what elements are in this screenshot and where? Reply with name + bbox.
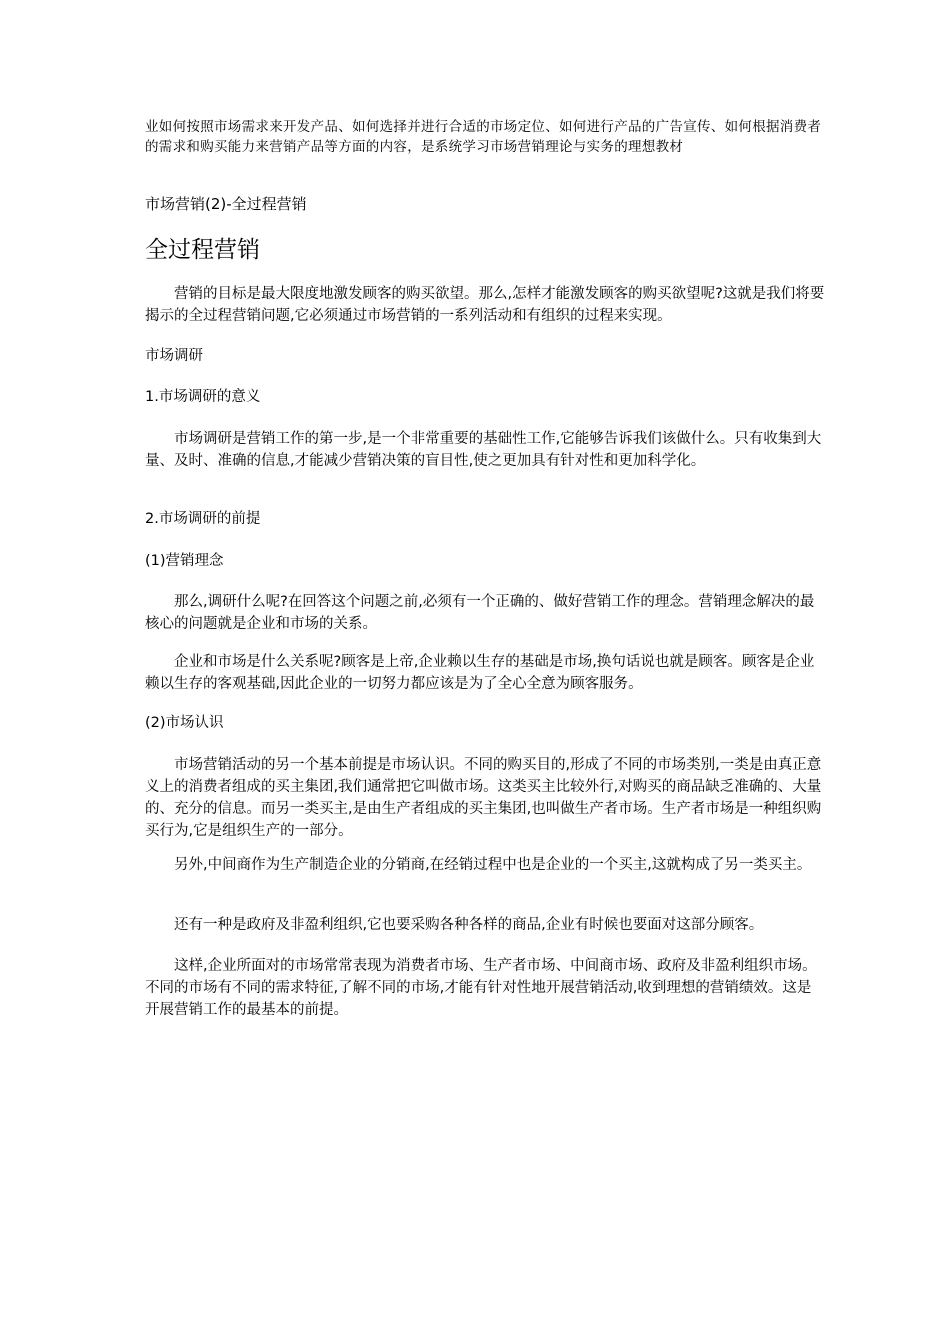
section-research-meaning: 1.市场调研的意义 (145, 389, 261, 405)
paragraph-intermediaries: 另外,中间商作为生产制造企业的分销商,在经销过程中也是企业的一个买主,这就构成了另一类买主。 (174, 857, 812, 873)
paragraph-marketing-concept: 那么,调研什么呢?在回答这个问题之前,必须有一个正确的、做好营销工作的理念。营销理念解决的最核心的问题就是企业和市场的关系。 (145, 594, 815, 632)
section-market-understanding: (2)市场认识 (145, 715, 224, 731)
paragraph-enterprise-market: 企业和市场是什么关系呢?顾客是上帝,企业赖以生存的基础是市场,换句话说也就是顾客。顾客是企业赖以生存的客观基础,因此企业的一切努力都应该是为了全心全意为顾客服务。 (145, 654, 815, 692)
paragraph-research-meaning: 市场调研是营销工作的第一步,是一个非常重要的基础性工作,它能够告诉我们该做什么。只有收集到大量、及时、准确的信息,才能减少营销决策的盲目性,使之更加具有针对性和更加科学化。 (145, 431, 822, 469)
paragraph-market-understanding: 市场营销活动的另一个基本前提是市场认识。不同的购买目的,形成了不同的市场类别,一类是由真正意义上的消费者组成的买主集团,我们通常把它叫做市场。这类买主比较外行,对购买的商品缺乏准确的、大量的、充分的信息。而另一类买主,是由生产者组成的买主集团,也叫做生产者市场。生产者市场是一种组织购买行为,它是组织生产的一部分。 (145, 757, 822, 839)
paragraph-government: 还有一种是政府及非盈利组织,它也要采购各种各样的商品,企业有时候也要面对这部分顾客。 (174, 917, 764, 933)
paragraph-goal: 营销的目标是最大限度地激发顾客的购买欲望。那么,怎样才能激发顾客的购买欲望呢?这就是我们将要揭示的全过程营销问题,它必须通过市场营销的一系列活动和有组织的过程来实现。 (145, 286, 825, 324)
intro-paragraph: 业如何按照市场需求来开发产品、如何选择并进行合适的市场定位、如何进行产品的广告宣传、如何根据消费者的需求和购买能力来营销产品等方面的内容，是系统学习市场营销理论与实务的理想教材 (145, 119, 822, 155)
section-research-premise: 2.市场调研的前提 (145, 511, 261, 527)
section-marketing-concept: (1)营销理念 (145, 553, 224, 569)
article-subtitle: 市场营销(2)-全过程营销 (145, 195, 307, 213)
paragraph-market-types: 这样,企业所面对的市场常常表现为消费者市场、生产者市场、中间商市场、政府及非盈利组织市场。不同的市场有不同的需求特征,了解不同的市场,才能有针对性地开展营销活动,收到理想的营销绩效。这是开展营销工作的最基本的前提。 (145, 958, 817, 1018)
article-heading: 全过程营销 (145, 237, 260, 263)
section-market-research: 市场调研 (145, 348, 203, 364)
